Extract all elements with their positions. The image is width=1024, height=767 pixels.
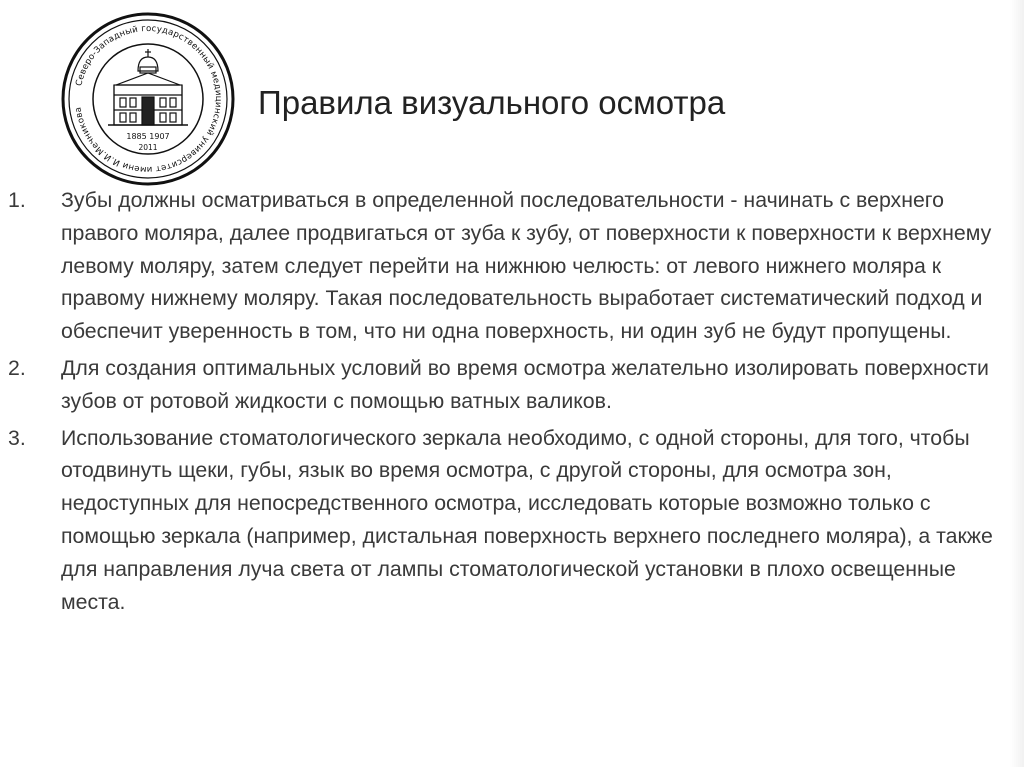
list-item [0, 422, 1000, 619]
list-item [0, 184, 1000, 348]
rules-list [0, 184, 1000, 622]
seal-founded: 2011 [138, 143, 158, 152]
list-item [0, 352, 1000, 418]
list-item-number: 1. [8, 188, 26, 212]
list-item-text: Использование стоматологического зеркала необходимо, с одной стороны, для того, чтобы отодвинуть щеки, губы, язык во время осмотра, с другой стороны, для осмотра зон, недоступных для непосредственного осмотра, исследовать которые возможно только с помощью зеркала (например, дистальная поверхность верхнего последнего моляра), а также для направления луча света от лампы стоматологической установки в плохо освещенные места. [61, 425, 993, 614]
university-seal-logo [60, 11, 236, 187]
list-item-text: Для создания оптимальных условий во время осмотра желательно изолировать поверхности зубов от ротовой жидкости с помощью ватных валиков. [61, 355, 989, 413]
slide-title: Правила визуального осмотра [258, 84, 726, 121]
svg-text:Северо-Западный государственны: Северо-Западный государственный медицинский университет имени И.И.Мечникова [73, 23, 224, 175]
building-icon [108, 49, 188, 125]
seal-years: 1885 1907 [126, 132, 170, 141]
list-item-text: Зубы должны осматриваться в определенной последовательности - начинать с верхнего правого моляра, далее продвигаться от зуба к зубу, от поверхности к поверхности к верхнему левому моляру, затем следует перейти на нижнюю челюсть: от левого нижнего моляра к правому нижнему моляру. Такая последовательность выработает систематический подход и обеспечит уверенность в том, что ни одна поверхность, ни один зуб не будут пропущены. [61, 188, 992, 344]
list-item-number: 3. [8, 425, 26, 450]
slide-edge-shadow [1010, 0, 1024, 767]
list-item-number: 2. [8, 355, 26, 380]
